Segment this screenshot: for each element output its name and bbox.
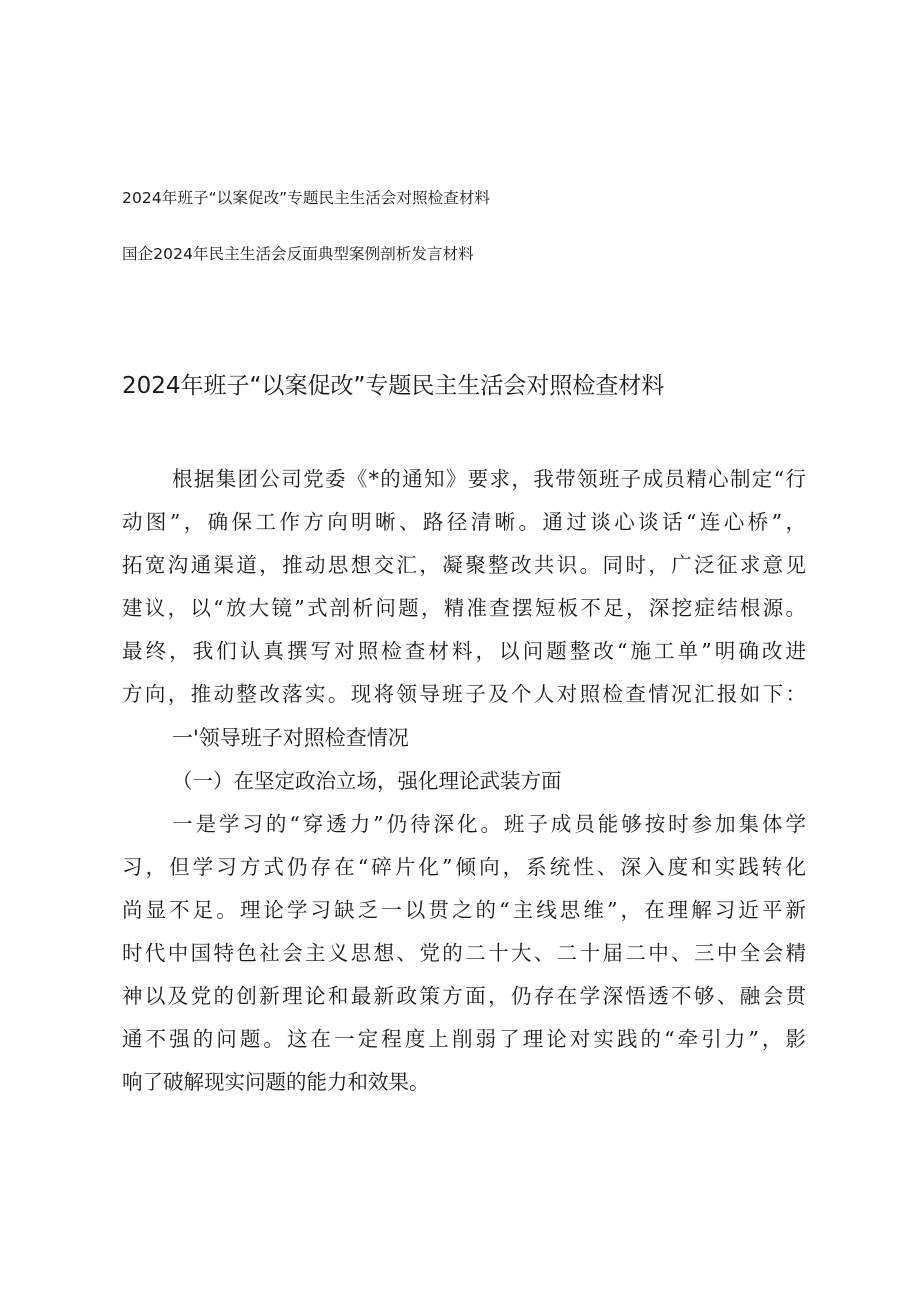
point-paragraph-line: 尚显不足。理论学习缺乏一以贯之的“主线思维”，在理解习近平新 [122, 898, 806, 922]
document-title: 2024年班子“以案促改”专题民主生活会对照检查材料 [122, 373, 665, 399]
toc-entry-1: 2024年班子“以案促改”专题民主生活会对照检查材料 [122, 189, 491, 207]
point-paragraph-line: 神以及党的创新理论和最新政策方面，仍存在学深悟透不够、融会贯 [122, 984, 806, 1008]
point-paragraph-line: 通不强的问题。这在一定程度上削弱了理论对实践的“牵引力”，影 [122, 1027, 806, 1051]
intro-paragraph-line: 根据集团公司党委《*的通知》要求，我带领班子成员精心制定“行 [172, 467, 806, 491]
point-paragraph-line: 习，但学习方式仍存在“碎片化”倾向，系统性、深入度和实践转化 [122, 855, 806, 879]
section-heading: 一'领导班子对照检查情况 [172, 726, 409, 750]
intro-paragraph-line: 建议，以“放大镜”式剖析问题，精准查摆短板不足，深挖症结根源。 [122, 596, 806, 620]
intro-paragraph-line: 方向，推动整改落实。现将领导班子及个人对照检查情况汇报如下： [122, 682, 806, 706]
point-paragraph-line: 响了破解现实问题的能力和效果。 [122, 1070, 430, 1094]
intro-paragraph-line: 拓宽沟通渠道，推动思想交汇，凝聚整改共识。同时，广泛征求意见 [122, 553, 806, 577]
intro-paragraph-line: 最终，我们认真撰写对照检查材料，以问题整改“施工单”明确改进 [122, 639, 806, 663]
toc-entry-2: 国企2024年民主生活会反面典型案例剖析发言材料 [122, 245, 474, 263]
point-paragraph-line: 时代中国特色社会主义思想、党的二十大、二十届二中、三中全会精 [122, 941, 806, 965]
intro-paragraph-line: 动图”，确保工作方向明晰、路径清晰。通过谈心谈话“连心桥”， [122, 510, 806, 534]
subsection-heading: （一）在坚定政治立场，强化理论武装方面 [172, 769, 562, 793]
point-paragraph-line: 一是学习的“穿透力”仍待深化。班子成员能够按时参加集体学 [172, 812, 806, 836]
